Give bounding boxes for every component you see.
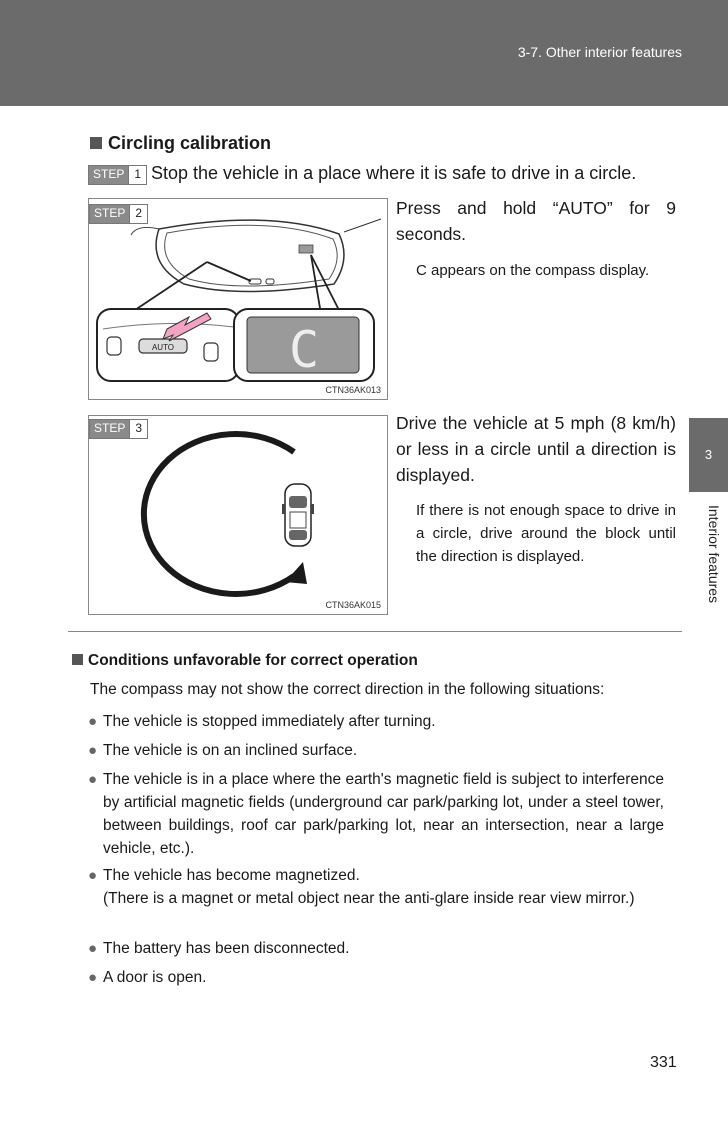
step2-note: C appears on the compass display. — [416, 262, 650, 279]
list-item — [88, 710, 664, 733]
bullet-icon: ● — [88, 969, 98, 986]
list-item-text: A door is open. — [103, 969, 207, 986]
car-icon — [282, 484, 314, 546]
step3-text: Drive the vehicle at 5 mph (8 km/h) or less in a circle until a direction is displayed. — [396, 413, 676, 485]
circle-route-illustration — [89, 416, 387, 614]
conditions-title — [72, 652, 418, 670]
list-item-subtext: (There is a magnet or metal object near the anti-glare inside rear view mirror.) — [103, 890, 635, 907]
list-item — [88, 966, 664, 989]
divider — [68, 631, 682, 632]
step1-badge — [88, 165, 147, 185]
auto-button-label: AUTO — [151, 343, 175, 352]
circling-calibration-title — [90, 133, 271, 154]
list-item-text: The vehicle is stopped immediately after turning. — [103, 713, 436, 730]
figure-code: CTN36AK015 — [325, 600, 381, 610]
bullet-icon: ● — [88, 742, 98, 759]
mirror-illustration — [89, 199, 387, 399]
bullet-icon: ● — [88, 713, 98, 730]
step2-text: Press and hold “AUTO” for 9 seconds. — [396, 198, 676, 244]
step-word: STEP — [90, 420, 129, 438]
step-number: 2 — [129, 205, 147, 223]
chapter-tab: 3 — [689, 418, 728, 492]
step-word: STEP — [89, 166, 128, 184]
list-item — [88, 739, 664, 762]
list-item-text: The battery has been disconnected. — [103, 940, 350, 957]
square-bullet-icon — [72, 654, 83, 665]
title-text: Conditions unfavorable for correct operation — [88, 652, 418, 669]
step-number: 3 — [129, 420, 147, 438]
list-item-text: The vehicle has become magnetized. — [103, 867, 360, 884]
title-text: Circling calibration — [108, 133, 272, 153]
conditions-intro: The compass may not show the correct direction in the following situations: — [90, 681, 605, 698]
page-number: 331 — [650, 1054, 677, 1071]
bullet-icon: ● — [88, 940, 98, 957]
step1-text: Stop the vehicle in a place where it is safe to drive in a circle. — [151, 163, 637, 183]
bullet-icon: ● — [88, 771, 98, 788]
direction-arrow-icon — [285, 562, 307, 584]
step-number: 1 — [128, 166, 146, 184]
chapter-label: Interior features — [706, 505, 722, 604]
step3-figure — [88, 415, 388, 615]
list-item — [88, 937, 664, 960]
square-bullet-icon — [90, 137, 102, 149]
list-item-text: The vehicle is in a place where the earth's magnetic field is subject to interference by artificial magnetic fields (underground car park/parking lot, under a steel tower, between buildings, roof car park/parking lot, near an intersection, near a large vehicle, etc.). — [103, 771, 664, 857]
list-item-text: The vehicle is on an inclined surface. — [103, 742, 358, 759]
section-header: 3-7. Other interior features — [517, 44, 682, 60]
bullet-icon: ● — [88, 867, 98, 884]
compass-display-char: C — [289, 321, 320, 379]
step2-figure — [88, 198, 388, 400]
list-item — [88, 768, 664, 860]
list-item — [88, 864, 664, 910]
step3-note: If there is not enough space to drive in a circle, drive around the block until the direction is displayed. — [416, 502, 676, 565]
figure-code: CTN36AK013 — [325, 385, 381, 395]
step-word: STEP — [90, 205, 129, 223]
